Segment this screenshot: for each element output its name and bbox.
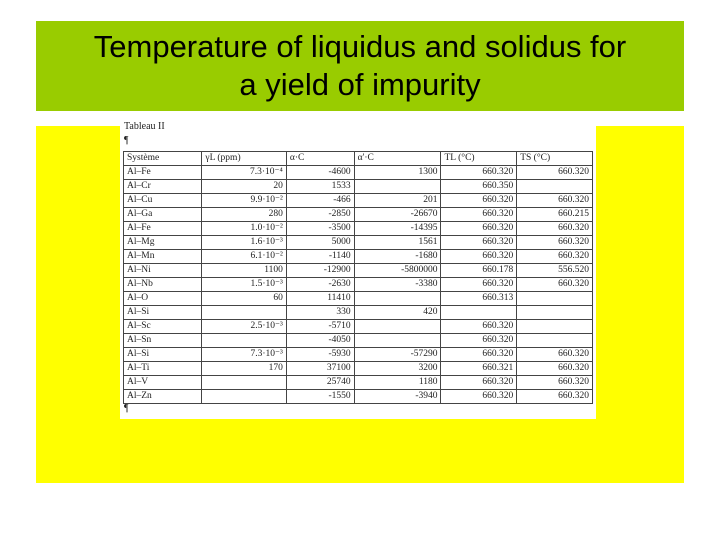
table-row [124, 250, 593, 264]
table-cell: -5800000 [354, 264, 441, 278]
table-cell: -1140 [286, 250, 354, 264]
table-cell: 1.5·10⁻³ [202, 278, 286, 292]
table-cell: -26670 [354, 208, 441, 222]
table-cell [517, 306, 593, 320]
table-cell [202, 334, 286, 348]
slide-title-line-1: Temperature of liquidus and solidus for [93, 29, 627, 64]
table-cell: 660.215 [517, 208, 593, 222]
table-cell: 7.3·10⁻⁴ [202, 166, 286, 180]
table-cell: 660.320 [441, 334, 517, 348]
table-cell: 660.313 [441, 292, 517, 306]
column-header: TL (°C) [441, 152, 517, 166]
table-cell: 201 [354, 194, 441, 208]
table-row [124, 390, 593, 404]
column-header: α·C [286, 152, 354, 166]
table-cell [517, 292, 593, 306]
table-cell: 20 [202, 180, 286, 194]
table-cell: 660.320 [441, 348, 517, 362]
table-cell: 660.320 [517, 348, 593, 362]
table-cell: 660.320 [441, 222, 517, 236]
table-cell: 660.320 [517, 250, 593, 264]
table-row [124, 180, 593, 194]
table-cell: Al–V [124, 376, 202, 390]
table-cell: -1680 [354, 250, 441, 264]
column-header: γL (ppm) [202, 152, 286, 166]
table-cell: 280 [202, 208, 286, 222]
table-cell: 660.320 [441, 236, 517, 250]
slide-title-line-2: a yield of impurity [239, 67, 481, 102]
table-cell: 170 [202, 362, 286, 376]
table-cell: 660.320 [441, 166, 517, 180]
table-cell [354, 180, 441, 194]
table-cell: Al–Cu [124, 194, 202, 208]
table-row [124, 264, 593, 278]
table-cell [354, 320, 441, 334]
table-row [124, 194, 593, 208]
table-cell: 556.520 [517, 264, 593, 278]
column-header: TS (°C) [517, 152, 593, 166]
table-row [124, 334, 593, 348]
paragraph-mark: ¶ [124, 135, 129, 146]
table-cell: -2850 [286, 208, 354, 222]
table-cell: 660.320 [517, 278, 593, 292]
table-cell: Al–Ga [124, 208, 202, 222]
table-cell: 1561 [354, 236, 441, 250]
table-cell: Al–Fe [124, 166, 202, 180]
table-cell: -14395 [354, 222, 441, 236]
table-cell: 1100 [202, 264, 286, 278]
table-cell: 11410 [286, 292, 354, 306]
table-body [124, 166, 593, 404]
table-cell: 660.320 [517, 194, 593, 208]
table-cell: Al–Zn [124, 390, 202, 404]
table-cell: Al–Si [124, 306, 202, 320]
table-cell: 3200 [354, 362, 441, 376]
table-cell: 60 [202, 292, 286, 306]
table-row [124, 208, 593, 222]
table-cell: Al–Mn [124, 250, 202, 264]
table-cell: -4600 [286, 166, 354, 180]
table-cell: Al–Si [124, 348, 202, 362]
table-cell: 660.320 [517, 222, 593, 236]
table-cell: 37100 [286, 362, 354, 376]
table-cell: Al–Sc [124, 320, 202, 334]
table-cell: 660.178 [441, 264, 517, 278]
table-cell: 330 [286, 306, 354, 320]
table-cell: -12900 [286, 264, 354, 278]
table-row [124, 376, 593, 390]
table-cell: 660.320 [517, 376, 593, 390]
table-cell: 660.320 [441, 320, 517, 334]
table-cell [202, 376, 286, 390]
table-cell: Al–Fe [124, 222, 202, 236]
paragraph-mark-end: ¶ [124, 403, 129, 414]
table-cell: 660.320 [441, 194, 517, 208]
table-row [124, 306, 593, 320]
table-cell: Al–Sn [124, 334, 202, 348]
table-row [124, 362, 593, 376]
data-table [123, 151, 593, 404]
table-cell: 660.320 [441, 208, 517, 222]
table-header-row [124, 152, 593, 166]
table-cell: 660.320 [441, 250, 517, 264]
table-cell: -5710 [286, 320, 354, 334]
table-cell [517, 334, 593, 348]
slide-title-box [36, 21, 684, 111]
table-cell: 660.350 [441, 180, 517, 194]
table-cell [354, 292, 441, 306]
table-cell [202, 306, 286, 320]
table-cell [441, 306, 517, 320]
table-cell [354, 334, 441, 348]
table-cell: Al–Nb [124, 278, 202, 292]
table-cell: -5930 [286, 348, 354, 362]
table-cell: 660.320 [441, 376, 517, 390]
table-row [124, 236, 593, 250]
table-row [124, 292, 593, 306]
table-cell: -1550 [286, 390, 354, 404]
table-cell: 6.1·10⁻² [202, 250, 286, 264]
column-header: Système [124, 152, 202, 166]
table-cell: Al–O [124, 292, 202, 306]
table-row [124, 278, 593, 292]
table-cell: -3940 [354, 390, 441, 404]
table-cell [517, 320, 593, 334]
column-header: α'·C [354, 152, 441, 166]
table-cell: 660.320 [517, 390, 593, 404]
table-cell: 2.5·10⁻³ [202, 320, 286, 334]
document-image [120, 119, 596, 419]
table-cell: -4050 [286, 334, 354, 348]
table-cell: 1.0·10⁻² [202, 222, 286, 236]
table-row [124, 166, 593, 180]
table-cell: 1.6·10⁻³ [202, 236, 286, 250]
table-cell: Al–Ti [124, 362, 202, 376]
table-cell: 7.3·10⁻³ [202, 348, 286, 362]
table-cell: -2630 [286, 278, 354, 292]
table-row [124, 348, 593, 362]
table-cell: 660.320 [517, 166, 593, 180]
table-cell: 660.320 [441, 390, 517, 404]
table-cell: 1300 [354, 166, 441, 180]
table-cell: Al–Ni [124, 264, 202, 278]
table-row [124, 320, 593, 334]
table-cell: -3380 [354, 278, 441, 292]
table-caption: Tableau II [124, 121, 165, 132]
table-cell: 660.320 [517, 236, 593, 250]
table-cell: Al–Cr [124, 180, 202, 194]
table-cell: -57290 [354, 348, 441, 362]
table-cell [517, 180, 593, 194]
table-cell: -3500 [286, 222, 354, 236]
table-cell: 1533 [286, 180, 354, 194]
table-cell: Al–Mg [124, 236, 202, 250]
table-cell: 660.320 [441, 278, 517, 292]
table-cell: 660.321 [441, 362, 517, 376]
table-cell: -466 [286, 194, 354, 208]
table-cell: 25740 [286, 376, 354, 390]
table-cell: 420 [354, 306, 441, 320]
table-cell: 660.320 [517, 362, 593, 376]
table-cell [202, 390, 286, 404]
table-cell: 5000 [286, 236, 354, 250]
table-cell: 1180 [354, 376, 441, 390]
slide-title [40, 28, 680, 104]
table-row [124, 222, 593, 236]
table-cell: 9.9·10⁻² [202, 194, 286, 208]
